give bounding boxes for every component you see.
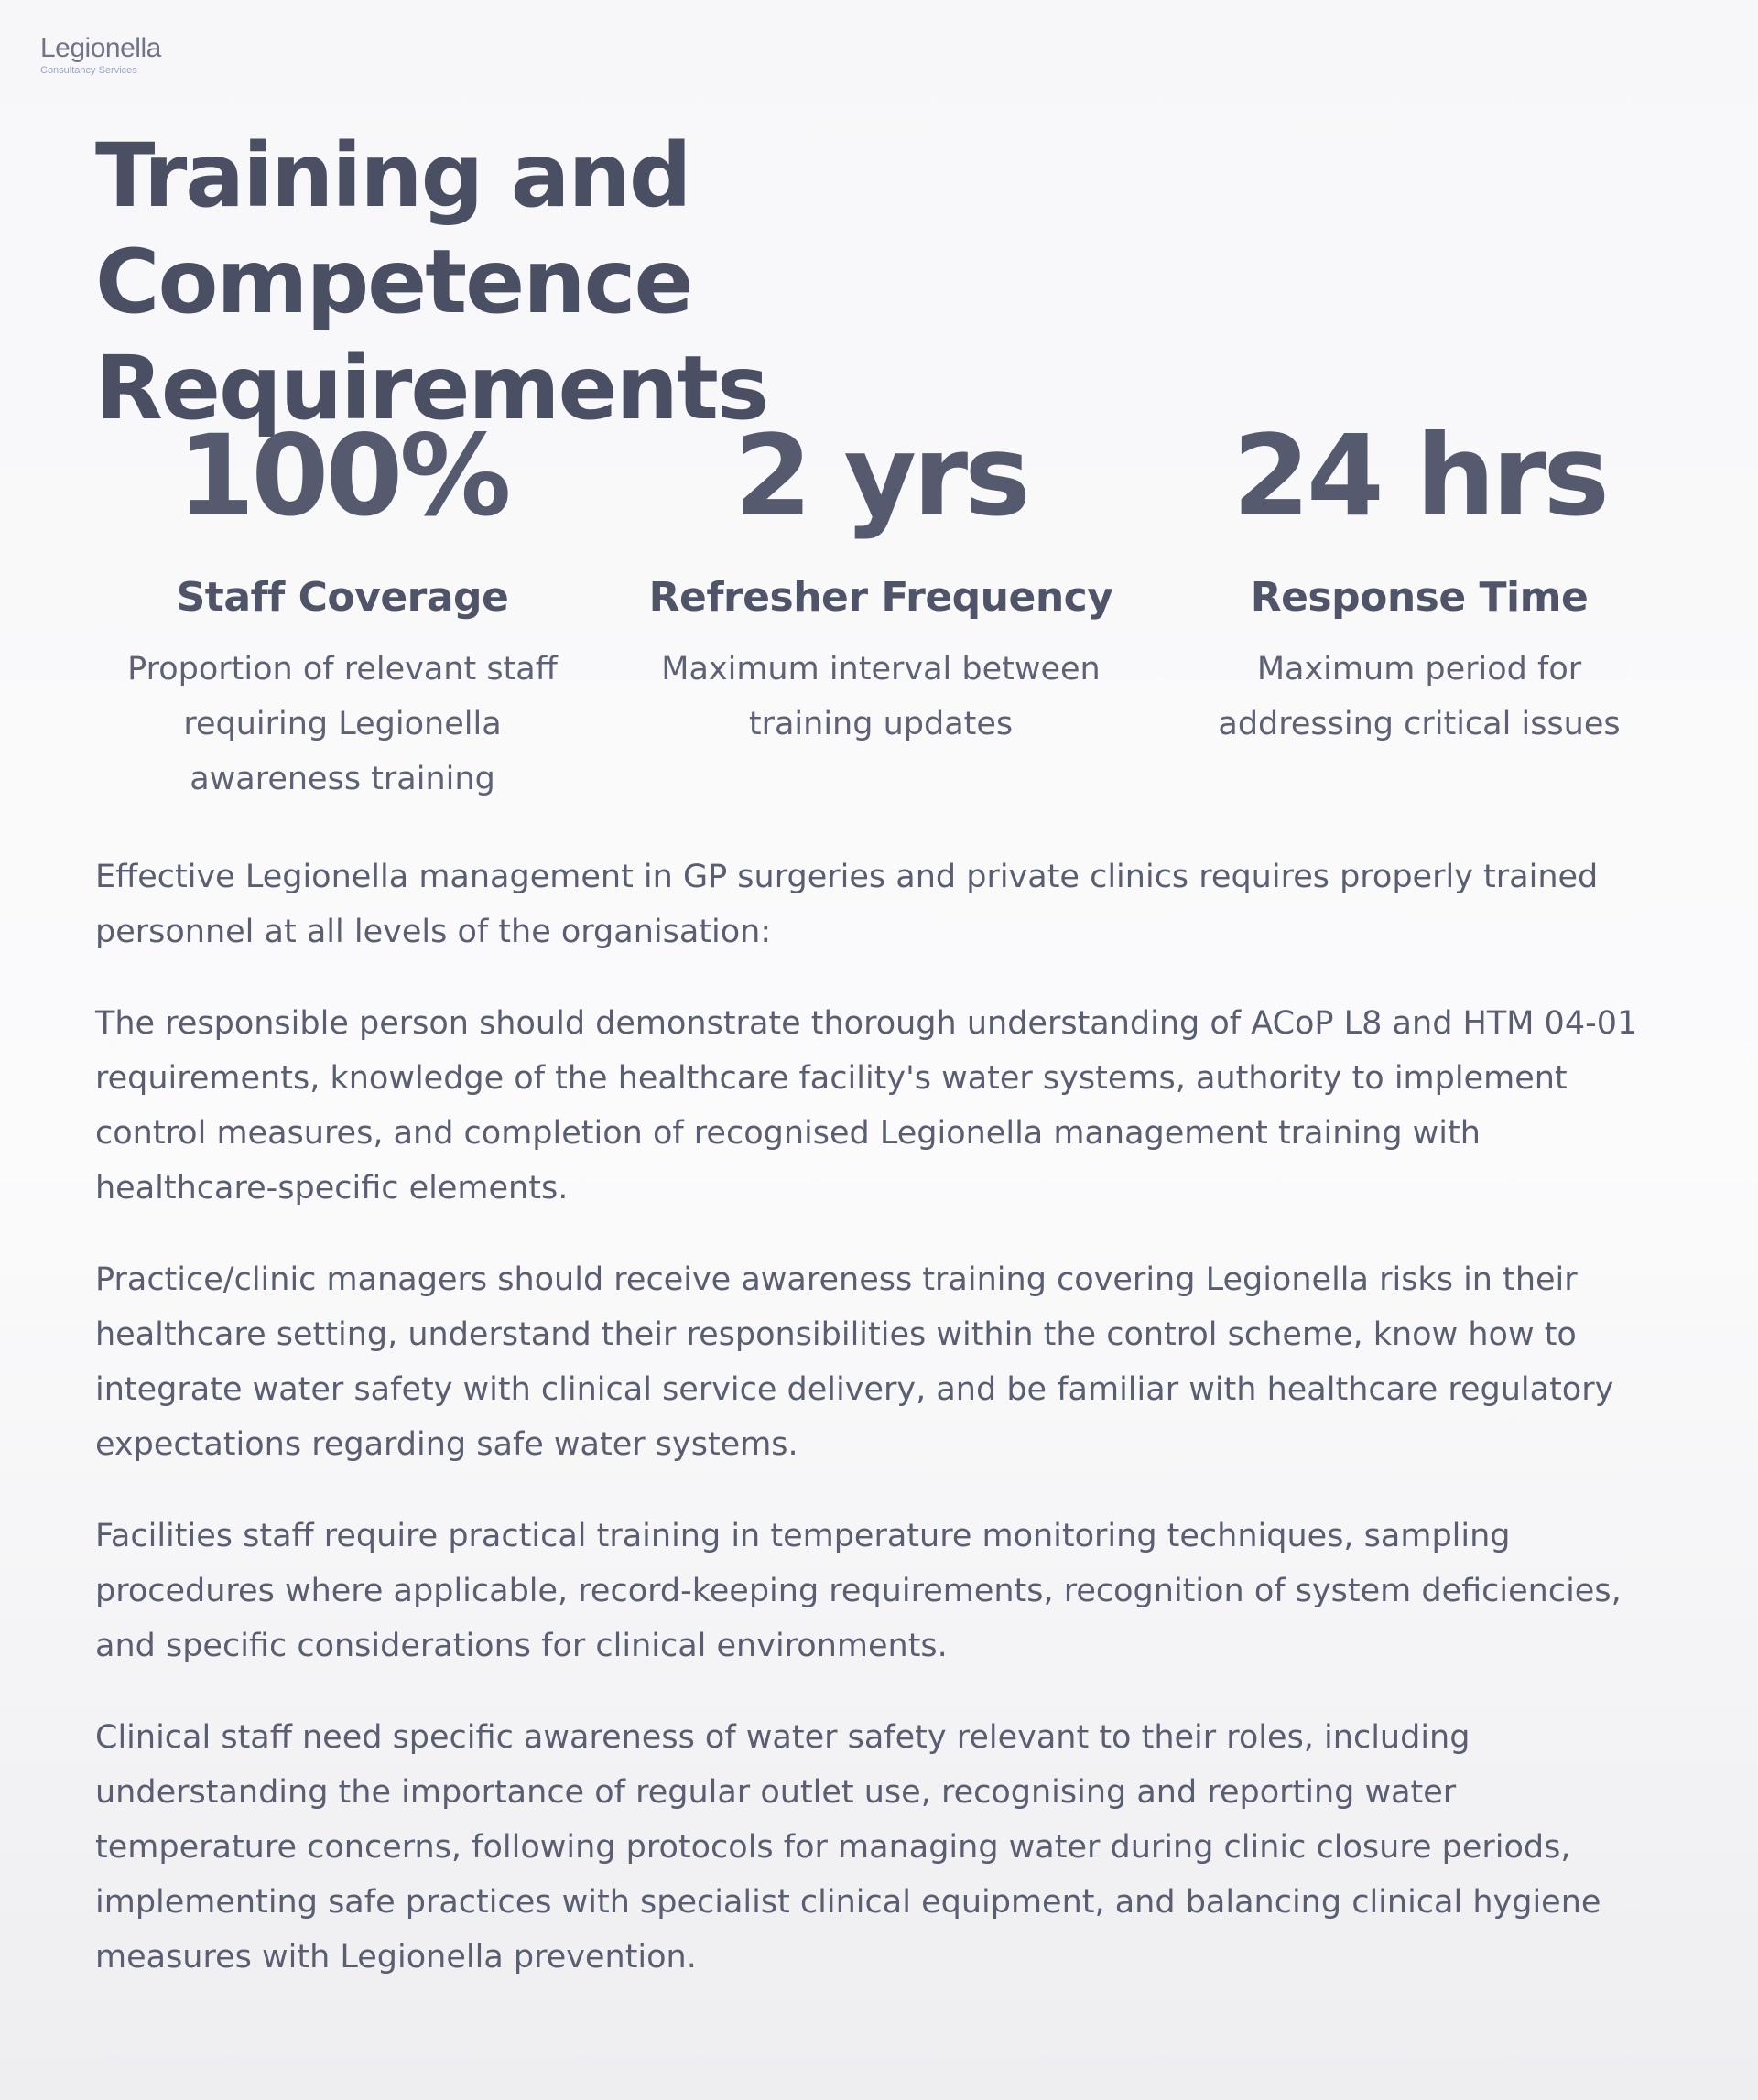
stat-staff-coverage: [95, 407, 590, 806]
logo-name: Legionella: [40, 33, 161, 63]
logo: [40, 35, 161, 76]
stat-description: Maximum interval between training updates: [661, 651, 1101, 742]
intro-paragraph: Effective Legionella management in GP surgeries and private clinics requires properly trained personnel at all levels of the organisation:: [95, 859, 1599, 950]
stat-value: 100%: [177, 411, 508, 541]
responsible-person-paragraph: The responsible person should demonstrate thorough understanding of ACoP L8 and HTM 04-01 requirements, knowledge of the healthcare facility's water systems, authority to implement control measures, and completion of recognised Legionella management training with healthcare-specific elements.: [95, 1005, 1638, 1207]
logo-tagline: Consultancy Services: [40, 65, 137, 76]
stat-response-time: [1172, 407, 1666, 806]
stat-label: Staff Coverage: [176, 574, 509, 621]
clinical-staff-paragraph: Clinical staff need specific awareness of water safety relevant to their roles, including understanding the importance of regular outlet use, recognising and reporting water temperature concerns, following protocols for managing water during clinic closure periods, implementing safe practices with specialist clinical equipment, and balancing clinical hygiene measures with Legionella prevention.: [95, 1719, 1601, 1976]
page-title: Training and Competence Requirements: [95, 124, 767, 439]
managers-paragraph: Practice/clinic managers should receive awareness training covering Legionella risks in their healthcare setting, understand their responsibilities within the control scheme, know how to integrate water safety with clinical service delivery, and be familiar with healthcare regulatory expectations regarding safe water systems.: [95, 1261, 1614, 1463]
stat-label: Response Time: [1250, 574, 1589, 621]
stat-description: Proportion of relevant staff requiring Legionella awareness training: [127, 651, 558, 797]
facilities-staff-paragraph: Facilities staff require practical training in temperature monitoring techniques, sampling procedures where applicable, record-keeping requirements, recognition of system deficiencies, and specific considerations for clinical environments.: [95, 1518, 1622, 1664]
stat-value: 24 hrs: [1232, 411, 1606, 541]
body-content: [95, 850, 1666, 2021]
stats-row: [95, 407, 1666, 806]
stat-label: Refresher Frequency: [648, 574, 1113, 621]
stat-refresher-frequency: [634, 407, 1128, 806]
stat-value: 2 yrs: [734, 411, 1027, 541]
stat-description: Maximum period for addressing critical issues: [1218, 651, 1621, 742]
